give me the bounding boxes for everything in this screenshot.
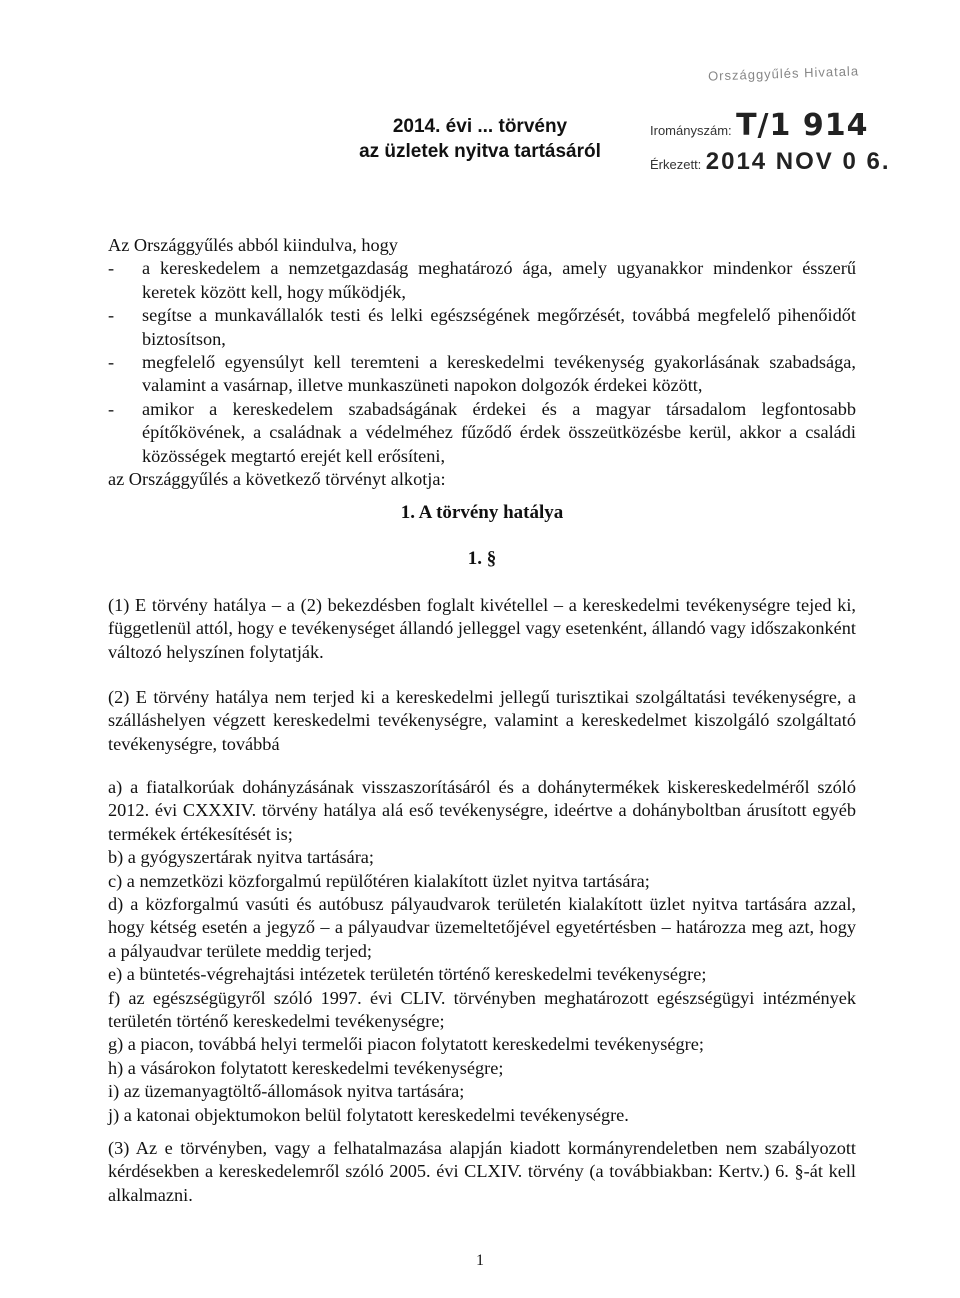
list-item: h) a vásárokon folytatott kereskedelmi tevékenységre;	[108, 1057, 504, 1078]
paragraph-3: (3) Az e törvényben, vagy a felhatalmazása alapján kiadott kormányrendeletben nem szabályozott kérdésekben a kereskedelemről szóló 2005. évi CLXIV. törvény (a továbbiakban: Kertv.) 6. §-át kell alkalmazni.	[108, 1138, 856, 1205]
preamble	[108, 234, 856, 491]
list-item: d) a közforgalmú vasúti és autóbusz pályaudvarok területén kialakított üzlet nyitva tartására azzal, hogy kétség esetén a jegyző – a pályaudvar üzemeltetőjével egyetértésben – határozza meg azt, hogy a pályaudvar területe meddig terjed;	[108, 894, 856, 961]
paragraph-2: (2) E törvény hatálya nem terjed ki a kereskedelmi jellegű turisztikai szolgáltatási tevékenységre, a szálláshelyen végzett kereskedelmi tevékenységre, valamint a kereskedelmet kiszolgáló szolgáltató tevékenységre, továbbá	[108, 687, 856, 754]
stamp-office-name: Országgyűlés Hivatala	[707, 63, 860, 84]
page-number: 1	[476, 1252, 484, 1269]
list-item: c) a nemzetközi közforgalmú repülőtéren kialakított üzlet nyitva tartására;	[108, 870, 650, 891]
paragraph-mark: 1. §	[467, 548, 497, 569]
stamp-received-value: 2014 NOV 0 6.	[705, 148, 891, 175]
list-item: g) a piacon, továbbá helyi termelői piacon folytatott kereskedelmi tevékenységre;	[108, 1034, 704, 1055]
preamble-item-text: segítse a munkavállalók testi és lelki egészségének megőrzését, továbbá megfelelő pihenőidőt biztosítson,	[142, 305, 856, 349]
list-item: a) a fiatalkorúak dohányzásának visszaszorításáról és a dohánytermékek kiskereskedelméről szóló 2012. évi CXXXIV. törvény hatálya alá eső tevékenységre, ideértve a dohányboltban árusított egyéb termékek értékesítését is;	[108, 777, 856, 844]
preamble-item	[108, 257, 856, 304]
list-item: e) a büntetés-végrehajtási intézetek területén történő kereskedelmi tevékenységre;	[108, 964, 707, 985]
preamble-item	[108, 304, 856, 351]
dash-marker: -	[108, 305, 115, 326]
preamble-item-text: amikor a kereskedelem szabadságának érdekei és a magyar társadalom legfontosabb építőkövének, a családnak a védelméhez fűződő érdek összeütközésbe kerül, akkor a családi közösségek megtartó erejét kell erősíteni,	[142, 398, 856, 466]
preamble-item-text: a kereskedelem a nemzetgazdaság meghatározó ága, amely ugyanakkor mindenkor ésszerű keretek között kell, hogy működjék,	[142, 258, 856, 302]
stamp-received-date	[650, 148, 891, 176]
stamp-registration-label: Irományszám:	[650, 123, 732, 138]
preamble-intro: Az Országgyűlés abból kiindulva, hogy	[108, 235, 398, 255]
document-title	[330, 114, 630, 164]
list-item: b) a gyógyszertárak nyitva tartására;	[108, 847, 374, 868]
exception-list	[108, 776, 856, 1127]
preamble-item	[108, 398, 856, 468]
title-line-2: az üzletek nyitva tartásáról	[359, 141, 601, 162]
title-line-1: 2014. évi ... törvény	[392, 116, 568, 137]
stamp-registration-number	[650, 108, 868, 143]
preamble-item-text: megfelelő egyensúlyt kell teremteni a kereskedelmi tevékenység gyakorlásának szabadsága, valamint a vasárnap, illetve munkaszüneti napokon dolgozók érdekei között,	[142, 352, 856, 396]
section-heading: 1. A törvény hatálya	[400, 502, 564, 523]
handwritten-registration-number: T/1 914	[736, 108, 869, 143]
paragraph-1: (1) E törvény hatálya – a (2) bekezdésben foglalt kivétellel – a kereskedelmi tevékenységre tejed ki, függetlenül attól, hogy e tevékenységet állandó jelleggel vagy esetenként, állandó vagy időszakonként változó helyszínen folytatják.	[108, 595, 856, 662]
list-item: j) a katonai objektumokon belül folytatott kereskedelmi tevékenységre.	[108, 1104, 629, 1125]
preamble-closing: az Országgyűlés a következő törvényt alkotja:	[108, 469, 446, 490]
preamble-item	[108, 351, 856, 398]
dash-marker: -	[108, 398, 115, 419]
list-item: f) az egészségügyről szóló 1997. évi CLIV. törvényben meghatározott egészségügyi intézmények területén történő kereskedelmi tevékenységre;	[108, 987, 856, 1032]
dash-marker: -	[108, 258, 115, 279]
list-item: i) az üzemanyagtöltő-állomások nyitva tartására;	[108, 1081, 465, 1102]
dash-marker: -	[108, 352, 115, 373]
stamp-received-label: Érkezett:	[650, 157, 702, 172]
